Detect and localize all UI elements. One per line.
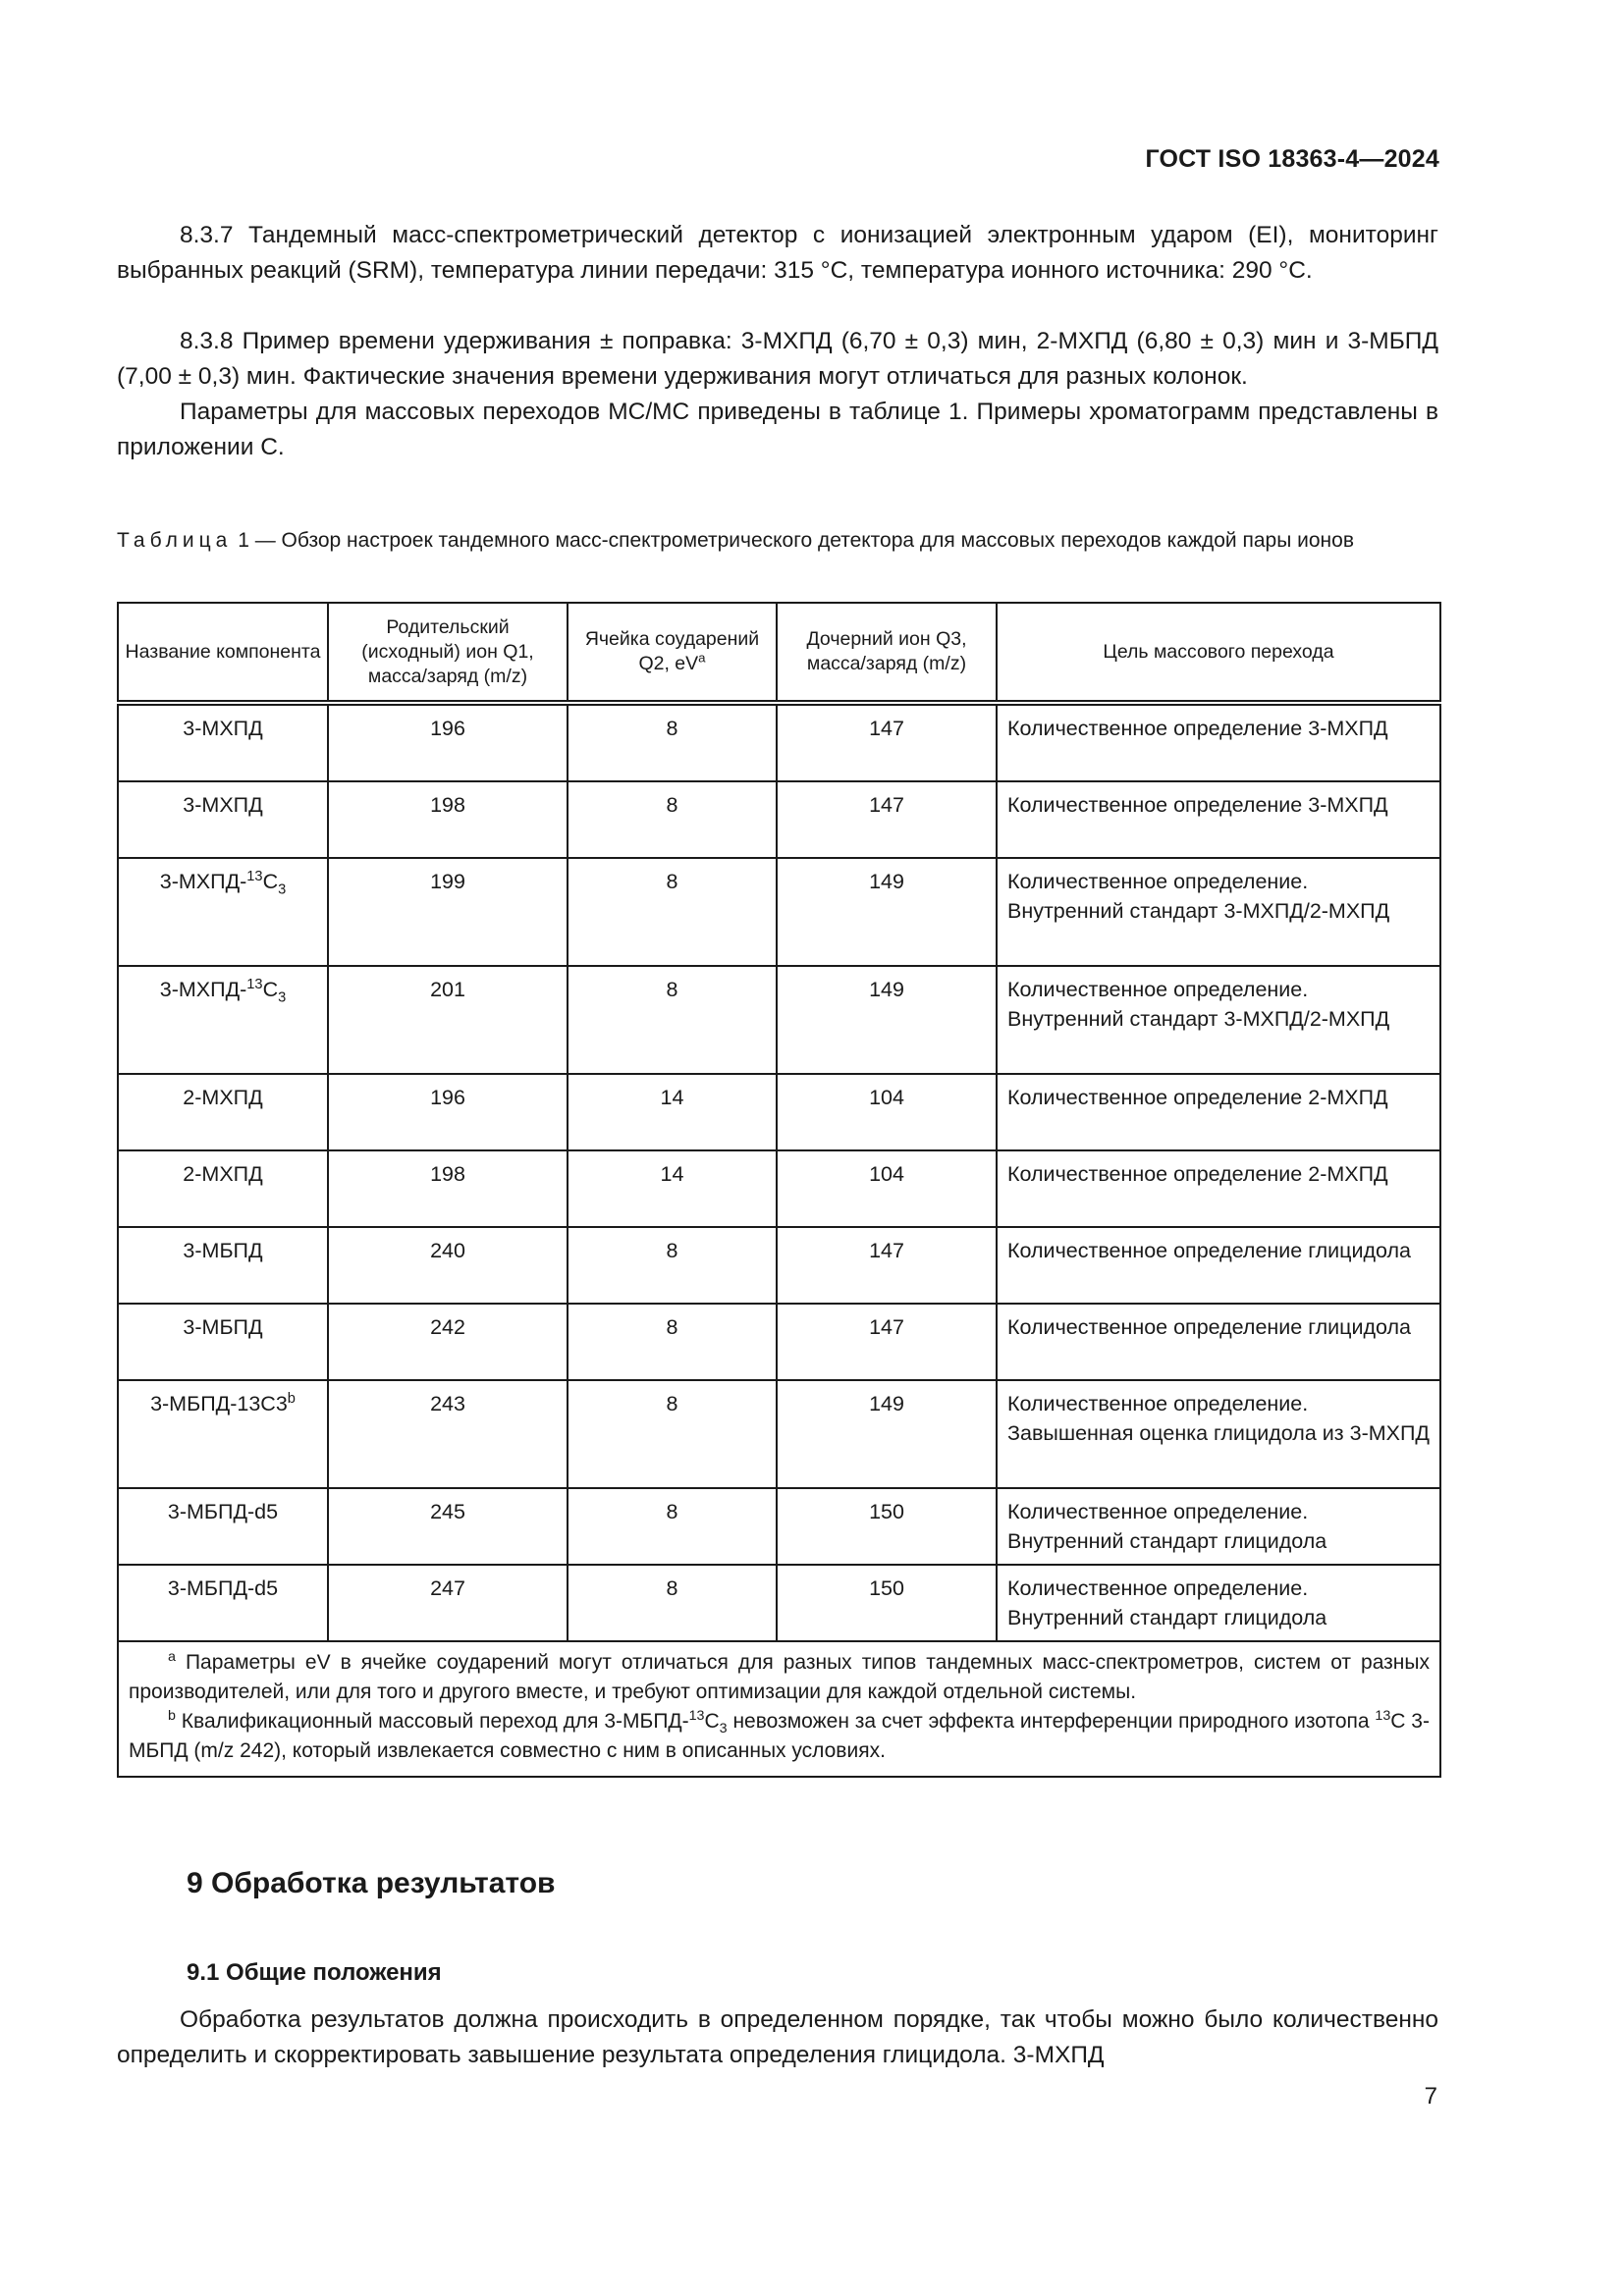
cell-q1: 245 bbox=[328, 1488, 568, 1565]
paragraph-params: Параметры для массовых переходов МС/МС приведены в таблице 1. Примеры хроматограмм представлены в приложении С. bbox=[117, 399, 1438, 460]
cell-q1: 196 bbox=[328, 703, 568, 781]
cell-q3: 150 bbox=[777, 1565, 997, 1641]
cell-q2: 8 bbox=[568, 1488, 777, 1565]
mass-transitions-table bbox=[117, 602, 1441, 1778]
cell-q1: 201 bbox=[328, 966, 568, 1074]
column-header-component: Название компонента bbox=[118, 603, 328, 703]
cell-q2: 14 bbox=[568, 1150, 777, 1227]
cell-purpose: Количественное определение 2-МХПД bbox=[997, 1074, 1440, 1150]
cell-purpose: Количественное определение. Внутренний стандарт глицидола bbox=[997, 1488, 1440, 1565]
cell-purpose: Количественное определение. Завышенная оценка глицидола из 3-МХПД bbox=[997, 1380, 1440, 1488]
caption-label: Таблица bbox=[117, 529, 233, 552]
paragraph-text: 8.3.8 Пример времени удерживания ± поправка: 3-МХПД (6,70 ± 0,3) мин, 2-МХПД (6,80 ± 0,3) мин и 3-МБПД (7,00 ± 0,3) мин. Фактические значения времени удерживания могут отличаться для разных колонок. bbox=[117, 328, 1438, 390]
cell-purpose: Количественное определение 3-МХПД bbox=[997, 781, 1440, 858]
cell-purpose: Количественное определение. Внутренний стандарт 3-МХПД/2-МХПД bbox=[997, 858, 1440, 966]
paragraph-8-3-8 bbox=[117, 324, 1438, 465]
table-row bbox=[118, 1304, 1440, 1380]
cell-component: 3-МХПД bbox=[118, 781, 328, 858]
cell-q3: 149 bbox=[777, 1380, 997, 1488]
cell-q1: 247 bbox=[328, 1565, 568, 1641]
cell-q1: 198 bbox=[328, 1150, 568, 1227]
footnote-a: $^a$ Параметры eV в ячейке соударений могут отличаться для разных типов тандемных масс-спектрометров, систем от разных производителей, или для того и другого вместе, и требуют оптимизации для каждой отдельной системы. bbox=[129, 1649, 1430, 1703]
paragraph-9-1 bbox=[117, 2002, 1438, 2073]
table-row bbox=[118, 781, 1440, 858]
cell-q1: 199 bbox=[328, 858, 568, 966]
cell-q1: 243 bbox=[328, 1380, 568, 1488]
column-header-daughter-ion: Дочерний ион Q3, масса/заряд (m/z) bbox=[777, 603, 997, 703]
cell-purpose: Количественное определение глицидола bbox=[997, 1227, 1440, 1304]
cell-purpose: Количественное определение. Внутренний стандарт 3-МХПД/2-МХПД bbox=[997, 966, 1440, 1074]
cell-component: $3-МХПД-^{13}C_3$ bbox=[118, 966, 328, 1074]
table-caption bbox=[117, 526, 1438, 556]
section-heading-9: 9 Обработка результатов bbox=[187, 1867, 556, 1899]
cell-q3: 147 bbox=[777, 1304, 997, 1380]
cell-q3: 147 bbox=[777, 1227, 997, 1304]
table-row bbox=[118, 1150, 1440, 1227]
cell-q1: 198 bbox=[328, 781, 568, 858]
cell-purpose: Количественное определение глицидола bbox=[997, 1304, 1440, 1380]
cell-component: 3-МБПД-d5 bbox=[118, 1565, 328, 1641]
cell-q1: 242 bbox=[328, 1304, 568, 1380]
cell-q2: 14 bbox=[568, 1074, 777, 1150]
column-header-parent-ion: Родительский (исходный) ион Q1, масса/заряд (m/z) bbox=[328, 603, 568, 703]
cell-component: 2-МХПД bbox=[118, 1150, 328, 1227]
cell-component: 3-МБПД bbox=[118, 1304, 328, 1380]
cell-q3: 147 bbox=[777, 781, 997, 858]
column-header-collision-cell: Ячейка соударений Q2, $eV^a$ bbox=[568, 603, 777, 703]
table-footnotes bbox=[118, 1641, 1440, 1777]
cell-q3: 104 bbox=[777, 1074, 997, 1150]
table-row bbox=[118, 1380, 1440, 1488]
caption-text: — Обзор настроек тандемного масс-спектрометрического детектора для массовых переходов каждой пары ионов bbox=[254, 529, 1354, 552]
page-number: 7 bbox=[1424, 2083, 1437, 2109]
cell-q2: 8 bbox=[568, 1227, 777, 1304]
cell-q3: 149 bbox=[777, 858, 997, 966]
cell-component: $3-МХПД-^{13}C_3$ bbox=[118, 858, 328, 966]
cell-purpose: Количественное определение 2-МХПД bbox=[997, 1150, 1440, 1227]
cell-component: 3-МБПД-d5 bbox=[118, 1488, 328, 1565]
cell-q3: 150 bbox=[777, 1488, 997, 1565]
paragraph-text: Обработка результатов должна происходить в определенном порядке, так чтобы можно было количественно определить и скорректировать завышение результата определения глицидола. 3-МХПД bbox=[117, 2006, 1438, 2068]
cell-q1: 240 bbox=[328, 1227, 568, 1304]
cell-q1: 196 bbox=[328, 1074, 568, 1150]
cell-q2: 8 bbox=[568, 781, 777, 858]
cell-purpose: Количественное определение 3-МХПД bbox=[997, 703, 1440, 781]
table-header-row bbox=[118, 603, 1440, 703]
cell-q3: 104 bbox=[777, 1150, 997, 1227]
cell-q2: 8 bbox=[568, 1565, 777, 1641]
cell-q2: 8 bbox=[568, 1380, 777, 1488]
table-row bbox=[118, 966, 1440, 1074]
table-row bbox=[118, 858, 1440, 966]
table-row bbox=[118, 1227, 1440, 1304]
cell-q2: 8 bbox=[568, 703, 777, 781]
paragraph-8-3-7 bbox=[117, 218, 1438, 289]
table-row bbox=[118, 703, 1440, 781]
cell-purpose: Количественное определение. Внутренний стандарт глицидола bbox=[997, 1565, 1440, 1641]
table-footnotes-row bbox=[118, 1641, 1440, 1777]
table-row bbox=[118, 1488, 1440, 1565]
cell-component: 2-МХПД bbox=[118, 1074, 328, 1150]
running-header: ГОСТ ISO 18363-4—2024 bbox=[1145, 145, 1439, 173]
cell-q2: 8 bbox=[568, 858, 777, 966]
cell-q2: 8 bbox=[568, 1304, 777, 1380]
table-row bbox=[118, 1565, 1440, 1641]
cell-q3: 149 bbox=[777, 966, 997, 1074]
caption-number: 1 bbox=[238, 529, 249, 552]
cell-component: 3-МБПД-13С3$^b$ bbox=[118, 1380, 328, 1488]
table-row bbox=[118, 1074, 1440, 1150]
column-header-purpose: Цель массового перехода bbox=[997, 603, 1440, 703]
cell-component: 3-МБПД bbox=[118, 1227, 328, 1304]
subsection-heading-9-1: 9.1 Общие положения bbox=[187, 1959, 442, 1986]
cell-component: 3-МХПД bbox=[118, 703, 328, 781]
cell-q2: 8 bbox=[568, 966, 777, 1074]
footnote-b: $^b$ Квалификационный массовый переход для $3-МБПД-^{13}C_3$ невозможен за счет эффекта интерференции природного изотопа $^{13}$C 3-МБПД (m/z 242), который извлекается совместно с ним в описанных условиях. bbox=[129, 1708, 1430, 1762]
cell-q3: 147 bbox=[777, 703, 997, 781]
paragraph-text: 8.3.7 Тандемный масс-спектрометрический детектор с ионизацией электронным ударом (EI), мониторинг выбранных реакций (SRM), температура линии передачи: 315 °C, температура ионного источника: 290 °C. bbox=[117, 222, 1438, 284]
